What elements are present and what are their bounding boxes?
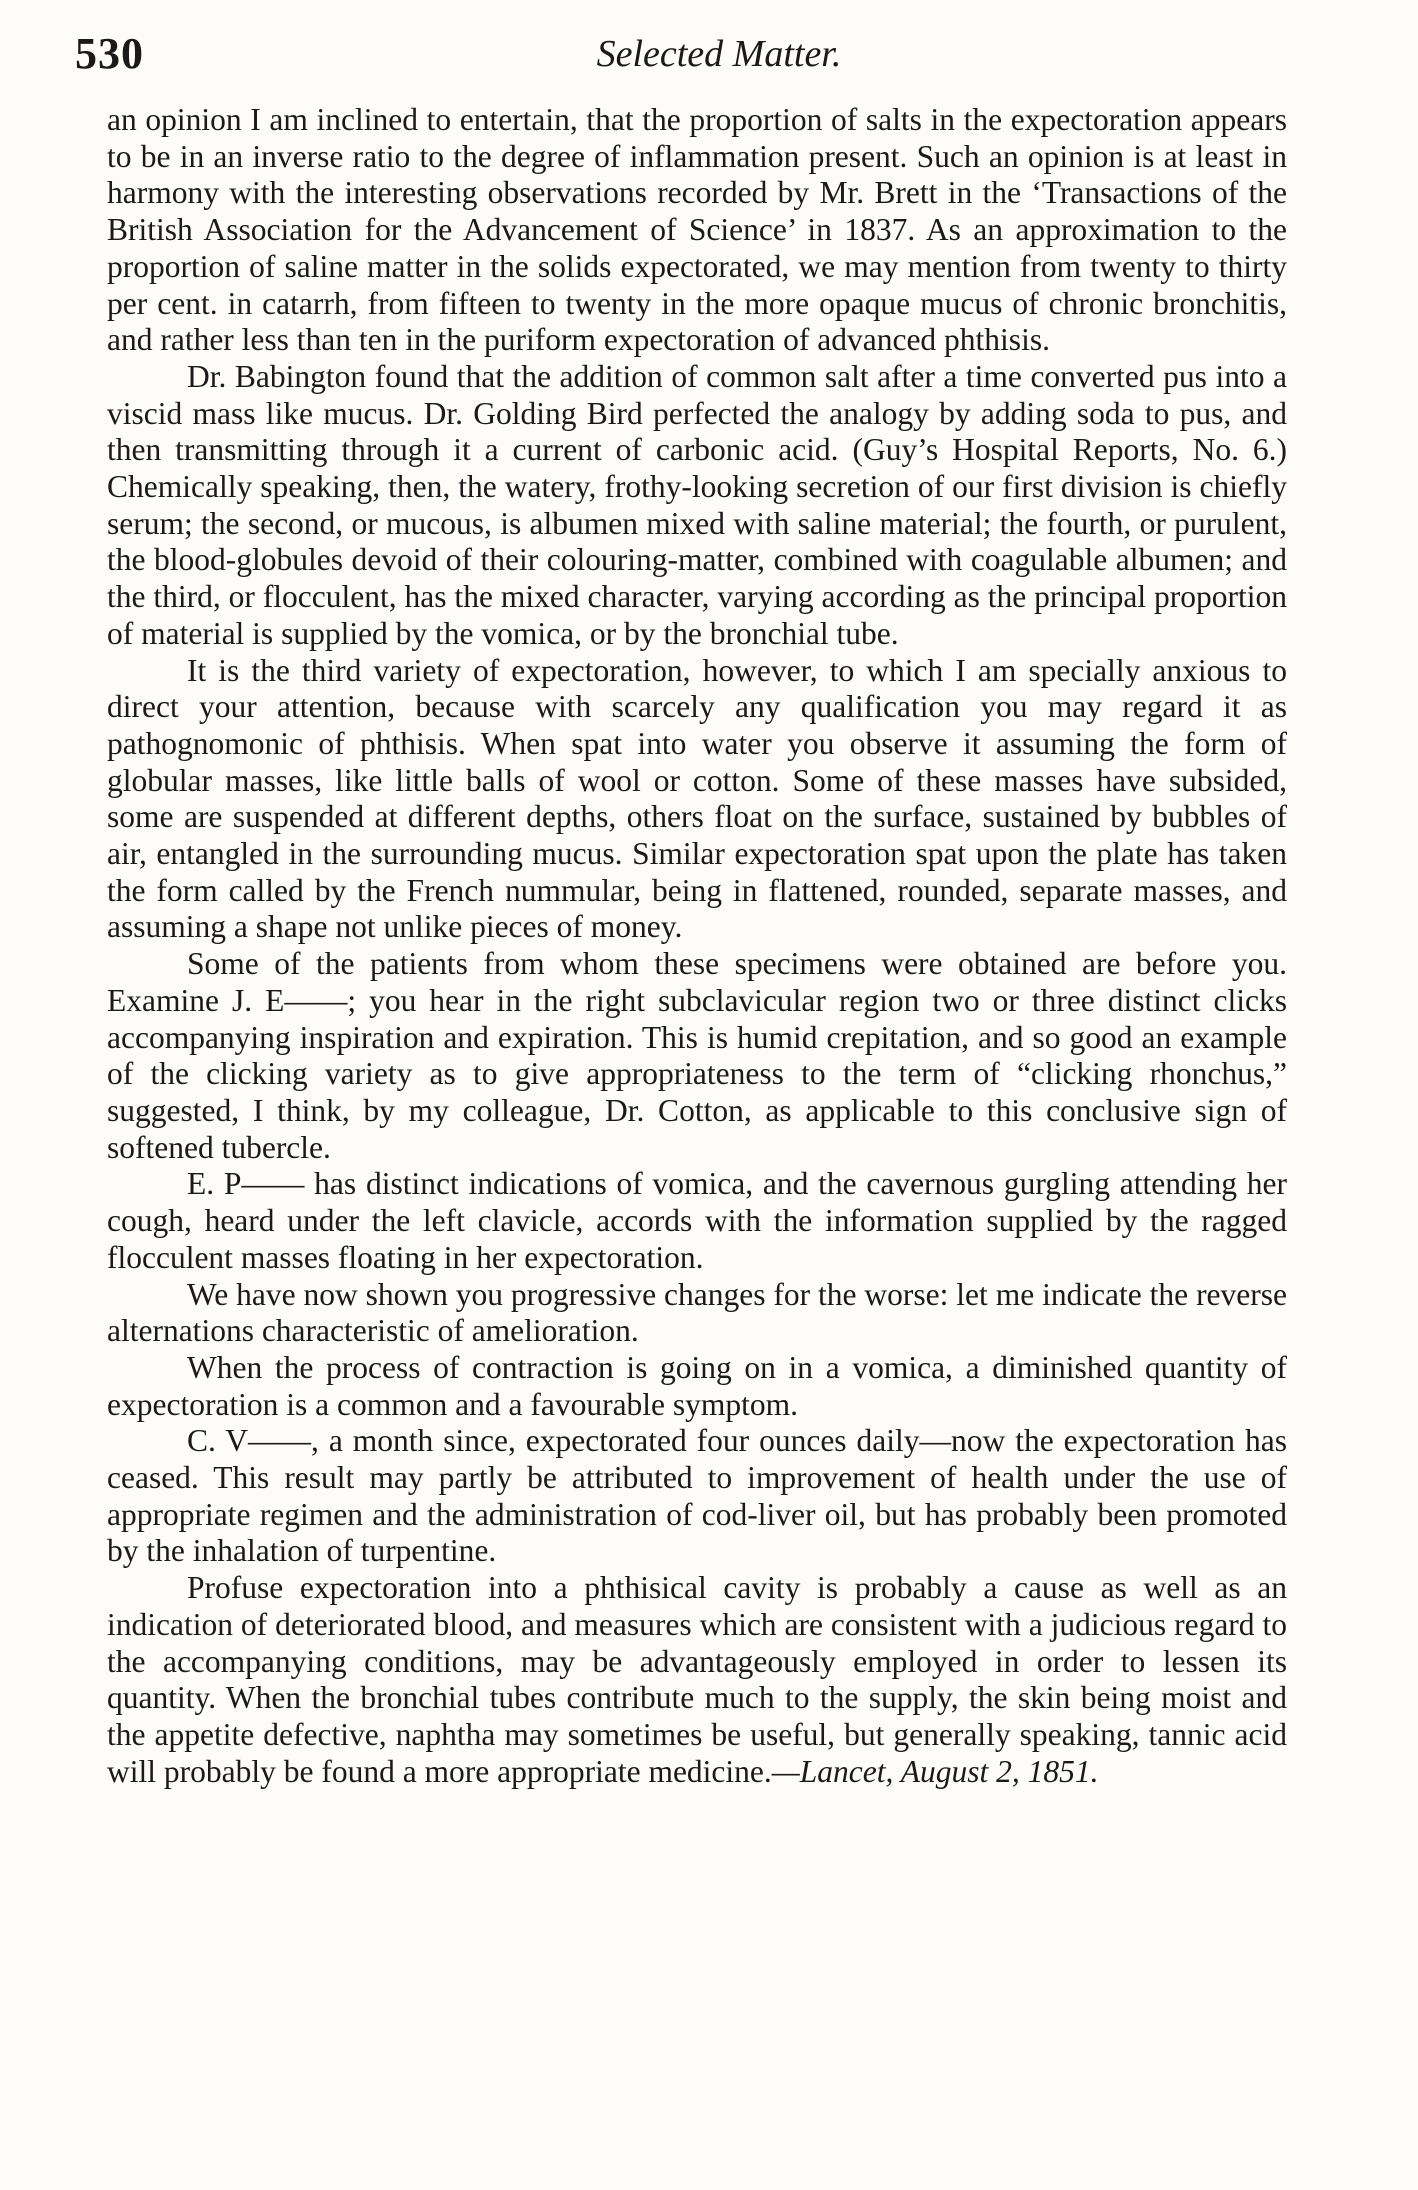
- paragraph-7: When the process of contraction is going on in a vomica, a diminished quantity of expectoration is a common and a favourable symptom.: [107, 1349, 1287, 1422]
- running-title: Selected Matter.: [596, 33, 842, 75]
- body-text: [107, 102, 1287, 1790]
- paragraph-9: [107, 1570, 1287, 1790]
- paragraph-5: E. P—— has distinct indications of vomica, and the cavernous gurgling attending her cough, heard under the left clavicle, accords with the information supplied by the ragged flocculent masses floating in her expectoration.: [107, 1166, 1287, 1275]
- source-citation: —Lancet, August 2, 1851.: [771, 1753, 1099, 1789]
- paragraph-1: an opinion I am inclined to entertain, that the proportion of salts in the expectoration appears to be in an inverse ratio to the degree of inflammation present. Such an opinion is at least in harmony with the interesting observations recorded by Mr. Brett in the ‘Transactions of the British Association for the Advancement of Science’ in 1837. As an approximation to the proportion of saline matter in the solids expectorated, we may mention from twenty to thirty per cent. in catarrh, from fifteen to twenty in the more opaque mucus of chronic bronchitis, and rather less than ten in the puriform expectoration of advanced phthisis.: [107, 102, 1287, 358]
- paragraph-3: It is the third variety of expectoration, however, to which I am specially anxious to direct your attention, because with scarcely any qualification you may regard it as pathognomonic of phthisis. When spat into water you observe it assuming the form of globular masses, like little balls of wool or cotton. Some of these masses have subsided, some are suspended at different depths, others float on the surface, sustained by bubbles of air, entangled in the surrounding mucus. Similar expectoration spat upon the plate has taken the form called by the French nummular, being in flattened, rounded, separate masses, and assuming a shape not unlike pieces of money.: [107, 652, 1287, 945]
- running-head: [75, 28, 1323, 84]
- page-number: 530: [75, 29, 144, 78]
- closing-paragraph-text: Profuse expectoration into a phthisical cavity is probably a cause as well as an indication of deteriorated blood, and measures which are consistent with a judicious regard to the accompanying conditions, may be advantageously employed in order to lessen its quantity. When the bronchial tubes contribute much to the supply, the skin being moist and the appetite defective, naphtha may sometimes be useful, but generally speaking, tannic acid will probably be found a more appropriate medicine.: [107, 1570, 1287, 1789]
- paragraph-2: Dr. Babington found that the addition of common salt after a time converted pus into a viscid mass like mucus. Dr. Golding Bird perfected the analogy by adding soda to pus, and then transmitting through it a current of carbonic acid. (Guy’s Hospital Reports, No. 6.) Chemically speaking, then, the watery, frothy-looking secretion of our first division is chiefly serum; the second, or mucous, is albumen mixed with saline material; the fourth, or purulent, the blood-globules devoid of their colouring-matter, combined with coagulable albumen; and the third, or flocculent, has the mixed character, varying according as the principal proportion of material is supplied by the vomica, or by the bronchial tube.: [107, 358, 1287, 651]
- paragraph-6: We have now shown you progressive changes for the worse: let me indicate the reverse alternations characteristic of amelioration.: [107, 1276, 1287, 1349]
- paragraph-4: Some of the patients from whom these specimens were obtained are before you. Examine J. E——; you hear in the right subclavicular region two or three distinct clicks accompanying inspiration and expiration. This is humid crepitation, and so good an example of the clicking variety as to give appropriateness to the term of “clicking rhonchus,” suggested, I think, by my colleague, Dr. Cotton, as applicable to this conclusive sign of softened tubercle.: [107, 946, 1287, 1165]
- paragraph-8: C. V——, a month since, expectorated four ounces daily—now the expectoration has ceased. This result may partly be attributed to improvement of health under the use of appropriate regimen and the administration of cod-liver oil, but has probably been promoted by the inhalation of turpentine.: [107, 1423, 1287, 1569]
